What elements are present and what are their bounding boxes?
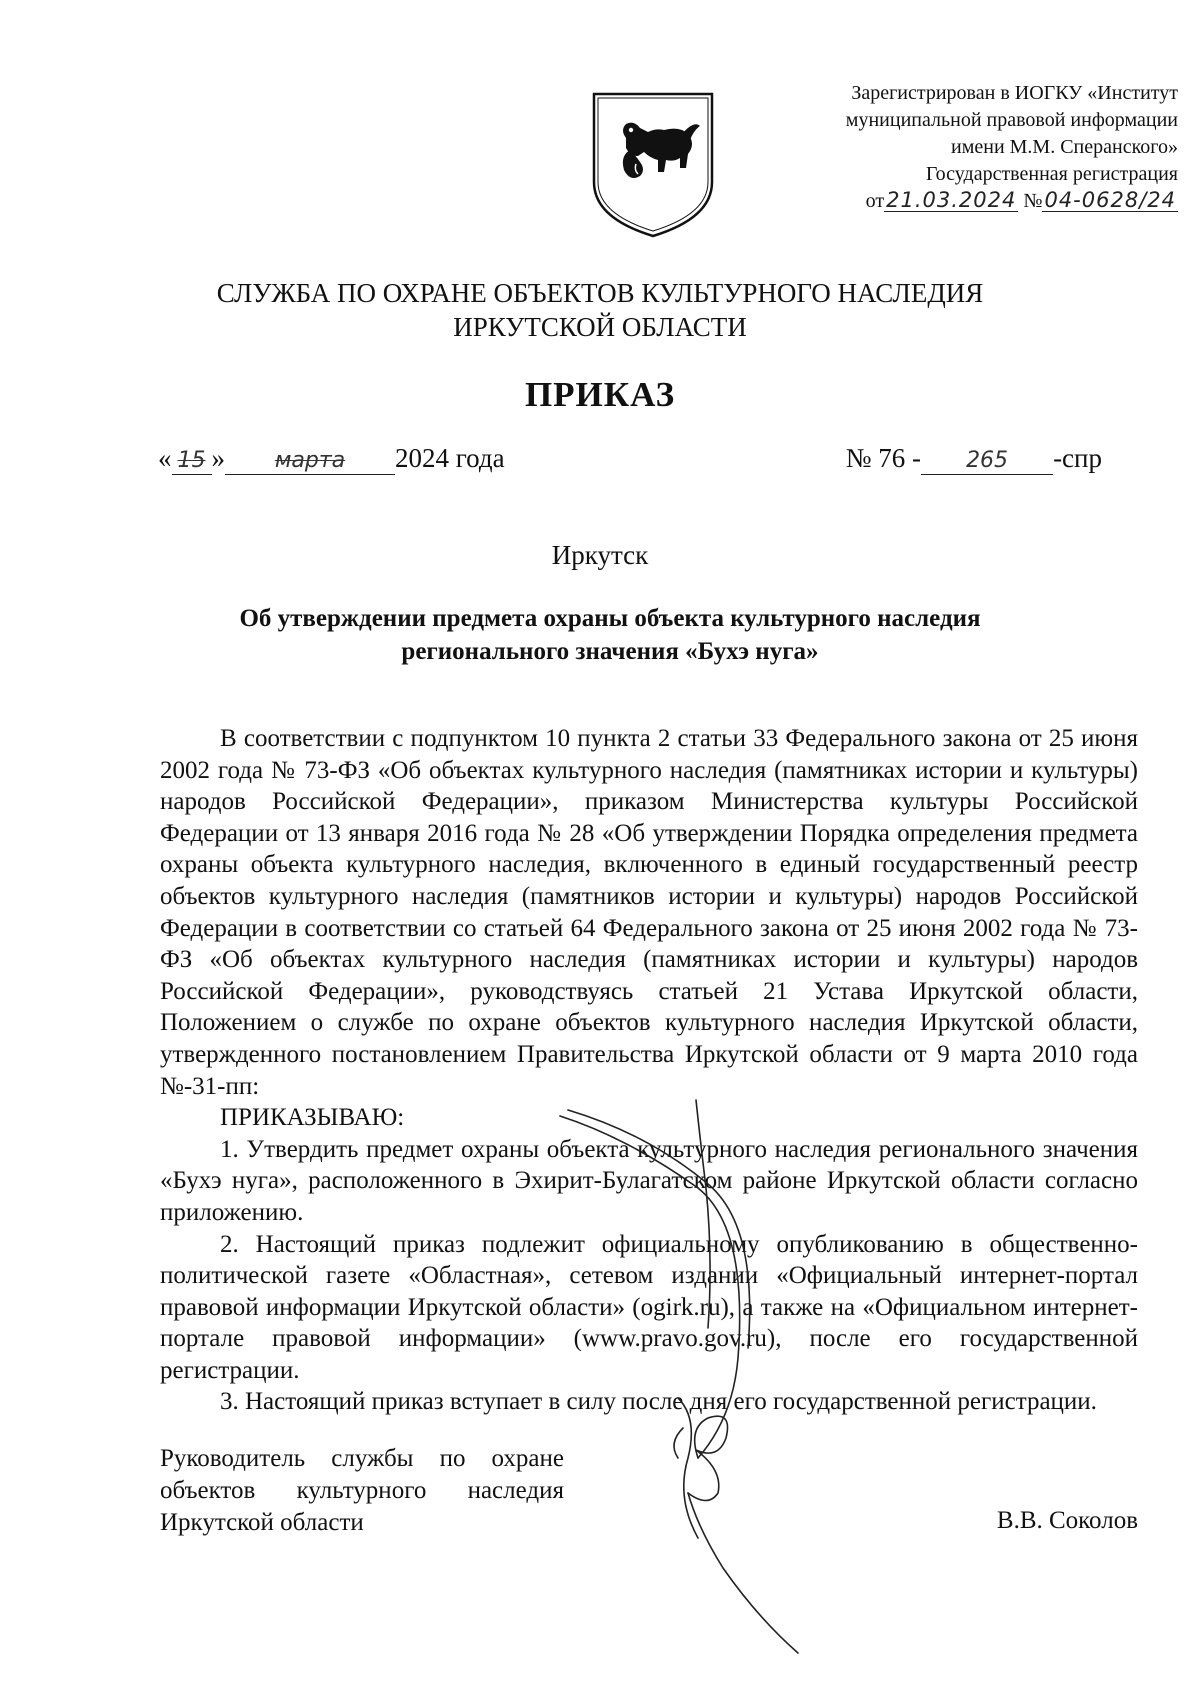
order-date-close-quote: »	[211, 443, 225, 473]
registration-number-prefix: №	[1023, 190, 1043, 212]
signer-title-line-1: Руководитель службы по охране	[160, 1445, 564, 1472]
order-subject	[160, 602, 1060, 668]
order-subject-line-1: Об утверждении предмета охраны объекта культурного наследия	[239, 605, 981, 632]
order-word: ПРИКАЗЫВАЮ:	[220, 1104, 405, 1132]
agency-name	[0, 276, 1200, 344]
registration-line-3: имени М.М. Сперанского»	[951, 136, 1178, 158]
preamble-paragraph: В соответствии с подпунктом 10 пункта 2 статьи 33 Федерального закона от 25 июня 2002 года № 73-ФЗ «Об объектах культурного наследия (памятниках истории и культуры) народов Российской Федерации», приказом Министерства культуры Российской Федерации от 13 января 2016 года № 28 «Об утверждении Порядка определения предмета охраны объекта культурного наследия, включенного в единый государственный реестр объектов культурного наследия (памятников истории и культуры) народов Российской Федерации в соответствии со статьей 64 Федерального закона от 25 июня 2002 года № 73-ФЗ «Об объектах культурного наследия (памятниках истории и культуры) народов Российской Федерации», руководствуясь статьей 21 Устава Иркутской области, Положением о службе по охране объектов культурного наследия Иркутской области, утвержденного постановлением Правительства Иркутской области от 9 марта 2010 года №-31-пп:	[160, 725, 1138, 1100]
order-number	[846, 443, 1102, 475]
order-item-1: 1. Утвердить предмет охраны объекта культурного наследия регионального значения «Бухэ нуга», расположенного в Эхирит-Булагатском районе Иркутской области согласно приложению.	[160, 1135, 1138, 1226]
order-number-value: 265	[921, 448, 1053, 475]
order-date-day: 15	[172, 448, 212, 475]
handwritten-signature	[548, 1098, 868, 1658]
registration-number: 04-0628/24	[1044, 188, 1176, 212]
signer-title-line-2: объектов культурного наследия	[160, 1477, 564, 1504]
signer-title	[160, 1443, 564, 1539]
agency-name-line-1: СЛУЖБА ПО ОХРАНЕ ОБЪЕКТОВ КУЛЬТУРНОГО НАСЛЕДИЯ	[216, 278, 984, 308]
order-date	[158, 443, 505, 475]
document-type: ПРИКАЗ	[524, 375, 676, 414]
registration-line-4: Государственная регистрация	[925, 163, 1178, 185]
order-item-2: 2. Настоящий приказ подлежит официальному опубликованию в общественно-политической газете «Областная», сетевом издании «Официальный интернет-портал правовой информации Иркутской области» (ogirk.ru), а также на «Официальном интернет-портале правовой информации» (www.pravo.gov.ru), после его государственной регистрации.	[160, 1230, 1138, 1384]
signer-name: В.В. Соколов	[996, 1507, 1138, 1534]
agency-name-line-2: ИРКУТСКОЙ ОБЛАСТИ	[453, 312, 747, 342]
registration-date: 21.03.2024	[886, 188, 1017, 212]
signer-title-line-3: Иркутской области	[160, 1509, 364, 1536]
city: Иркутск	[551, 540, 649, 570]
order-item-3: 3. Настоящий приказ вступает в силу после дня его государственной регистрации.	[220, 1388, 1097, 1416]
order-subject-line-2: регионального значения «Бухэ нуга»	[401, 638, 819, 665]
order-date-year: 2024 года	[395, 443, 505, 473]
order-number-suffix: -спр	[1053, 443, 1102, 473]
registration-date-number	[658, 188, 1178, 215]
order-date-month: марта	[225, 448, 395, 475]
registration-line-2: муниципальной правовой информации	[845, 109, 1178, 131]
registration-stamp	[658, 80, 1178, 215]
order-number-prefix: № 76 -	[845, 443, 922, 473]
registration-date-prefix: от	[865, 190, 885, 212]
registration-line-1: Зарегистрирован в ИОГКУ «Институт	[851, 82, 1178, 104]
order-date-open-quote: «	[158, 443, 172, 473]
